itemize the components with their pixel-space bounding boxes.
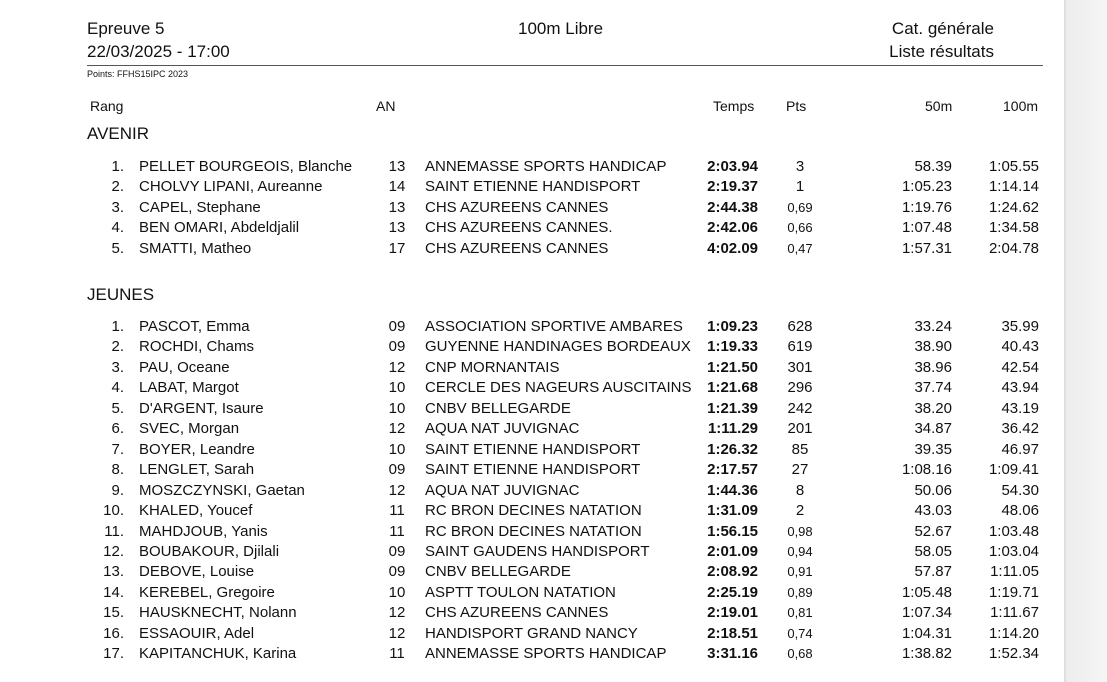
swimmer-name: LABAT, Margot <box>139 379 239 397</box>
swimmer-name: BEN OMARI, Abdeldjalil <box>139 219 300 237</box>
final-time: 1:44.36 <box>707 481 758 499</box>
result-row <box>0 461 1064 481</box>
rank: 7. <box>111 440 124 458</box>
split-50m: 1:08.16 <box>901 461 952 479</box>
split-100m: 43.94 <box>1001 379 1039 397</box>
result-row <box>0 158 1064 178</box>
column-header-time: Temps <box>713 98 755 114</box>
split-50m: 38.20 <box>914 399 952 417</box>
split-100m: 1:03.04 <box>988 542 1039 560</box>
result-row <box>0 338 1064 358</box>
result-row <box>0 625 1064 645</box>
result-row <box>0 400 1064 420</box>
points: 0,66 <box>787 220 813 236</box>
page-edge <box>1064 0 1107 682</box>
club-name: CNBV BELLEGARDE <box>425 563 571 581</box>
birth-year: 10 <box>388 399 406 417</box>
birth-year: 12 <box>388 481 406 499</box>
final-time: 1:21.39 <box>707 399 758 417</box>
swimmer-name: HAUSKNECHT, Nolann <box>139 604 297 622</box>
event-datetime: 22/03/2025 - 17:00 <box>87 42 230 61</box>
points-note: Points: FFHS15IPC 2023 <box>87 69 189 79</box>
split-50m: 58.39 <box>914 158 952 175</box>
split-100m: 54.30 <box>1001 481 1039 499</box>
result-row <box>0 502 1064 522</box>
final-time: 1:56.15 <box>707 522 758 540</box>
split-50m: 37.74 <box>914 379 952 397</box>
points: 0,94 <box>787 543 813 559</box>
rank: 14. <box>103 583 124 601</box>
points: 0,69 <box>787 199 813 215</box>
result-row <box>0 482 1064 502</box>
rank: 6. <box>111 420 124 438</box>
split-50m: 38.90 <box>914 338 952 356</box>
split-100m: 1:52.34 <box>988 645 1039 663</box>
birth-year: 13 <box>388 198 406 216</box>
swimmer-name: CAPEL, Stephane <box>139 198 261 216</box>
final-time: 2:18.51 <box>707 624 758 642</box>
final-time: 2:08.92 <box>707 563 758 581</box>
swimmer-name: ESSAOUIR, Adel <box>139 624 255 642</box>
final-time: 2:19.37 <box>707 178 758 196</box>
birth-year: 09 <box>388 542 406 560</box>
points: 0,89 <box>787 584 813 600</box>
split-100m: 1:14.20 <box>988 624 1039 642</box>
points: 3 <box>795 158 805 175</box>
swimmer-name: BOUBAKOUR, Djilali <box>139 542 280 560</box>
result-row <box>0 219 1064 239</box>
result-row <box>0 645 1064 665</box>
race-title: 100m Libre <box>518 19 604 38</box>
final-time: 1:31.09 <box>707 502 758 520</box>
column-header-rank: Rang <box>90 98 124 114</box>
split-100m: 1:19.71 <box>988 583 1039 601</box>
swimmer-name: SMATTI, Matheo <box>139 239 252 257</box>
result-row <box>0 523 1064 543</box>
birth-year: 12 <box>388 358 406 376</box>
result-row <box>0 420 1064 440</box>
final-time: 3:31.16 <box>707 645 758 663</box>
split-50m: 52.67 <box>914 522 952 540</box>
points: 2 <box>795 502 805 520</box>
split-100m: 43.19 <box>1001 399 1039 417</box>
split-50m: 1:04.31 <box>901 624 952 642</box>
rank: 1. <box>111 318 124 335</box>
split-100m: 40.43 <box>1001 338 1039 356</box>
split-50m: 39.35 <box>914 440 952 458</box>
split-100m: 1:05.55 <box>988 158 1039 175</box>
section-title-jeunes: JEUNES <box>87 285 155 304</box>
swimmer-name: ROCHDI, Chams <box>139 338 255 356</box>
split-100m: 1:09.41 <box>988 461 1039 479</box>
birth-year: 11 <box>389 502 405 520</box>
club-name: CERCLE DES NAGEURS AUSCITAINS <box>425 379 692 397</box>
final-time: 1:21.50 <box>707 358 758 376</box>
final-time: 1:09.23 <box>707 318 758 335</box>
swimmer-name: CHOLVY LIPANI, Aureanne <box>139 178 323 196</box>
birth-year: 09 <box>388 318 406 335</box>
split-100m: 42.54 <box>1001 358 1039 376</box>
result-row <box>0 240 1064 260</box>
club-name: GUYENNE HANDINAGES BORDEAUX <box>425 338 691 356</box>
split-100m: 35.99 <box>1001 318 1039 335</box>
split-100m: 1:11.67 <box>990 604 1039 622</box>
rank: 5. <box>111 399 124 417</box>
final-time: 1:26.32 <box>707 440 758 458</box>
column-header-100m: 100m <box>1003 98 1039 114</box>
points: 27 <box>791 461 809 479</box>
swimmer-name: MOSZCZYNSKI, Gaetan <box>139 481 305 499</box>
split-50m: 1:07.34 <box>901 604 952 622</box>
rank: 13. <box>103 563 124 581</box>
split-50m: 43.03 <box>914 502 952 520</box>
result-row <box>0 563 1064 583</box>
final-time: 2:17.57 <box>707 461 758 479</box>
points: 242 <box>787 399 813 417</box>
rank: 11. <box>104 522 124 540</box>
section-title-avenir: AVENIR <box>87 124 150 143</box>
rank: 16. <box>103 624 124 642</box>
split-50m: 1:05.23 <box>901 178 952 196</box>
final-time: 2:19.01 <box>707 604 758 622</box>
event-number: Epreuve 5 <box>87 19 165 38</box>
rank: 17. <box>103 645 124 663</box>
club-name: SAINT ETIENNE HANDISPORT <box>425 461 641 479</box>
swimmer-name: PAU, Oceane <box>139 358 230 376</box>
list-type-label: Liste résultats <box>889 42 994 61</box>
swimmer-name: KEREBEL, Gregoire <box>139 583 275 601</box>
points: 0,68 <box>787 646 813 662</box>
birth-year: 12 <box>388 624 406 642</box>
club-name: RC BRON DECINES NATATION <box>425 502 642 520</box>
final-time: 2:44.38 <box>707 198 758 216</box>
rank: 8. <box>111 461 124 479</box>
points: 0,47 <box>787 240 813 256</box>
birth-year: 17 <box>388 239 406 257</box>
birth-year: 11 <box>389 645 405 663</box>
club-name: AQUA NAT JUVIGNAC <box>425 481 580 499</box>
club-name: AQUA NAT JUVIGNAC <box>425 420 580 438</box>
split-50m: 1:38.82 <box>901 645 952 663</box>
birth-year: 09 <box>388 563 406 581</box>
points: 0,98 <box>787 523 813 539</box>
column-header-an: AN <box>376 98 396 114</box>
swimmer-name: BOYER, Leandre <box>139 440 255 458</box>
split-50m: 57.87 <box>914 563 952 581</box>
points: 619 <box>787 338 813 356</box>
points: 0,81 <box>787 605 813 621</box>
rank: 3. <box>111 358 124 376</box>
club-name: SAINT ETIENNE HANDISPORT <box>425 178 641 196</box>
final-time: 2:25.19 <box>707 583 758 601</box>
result-row <box>0 584 1064 604</box>
split-50m: 1:19.76 <box>901 198 952 216</box>
header-divider <box>87 65 1043 66</box>
rank: 1. <box>111 158 124 175</box>
club-name: CNP MORNANTAIS <box>425 358 560 376</box>
rank: 4. <box>111 219 124 237</box>
rank: 4. <box>111 379 124 397</box>
result-row <box>0 199 1064 219</box>
birth-year: 12 <box>388 420 406 438</box>
split-50m: 33.24 <box>914 318 952 335</box>
rank: 12. <box>103 542 124 560</box>
rank: 5. <box>111 239 124 257</box>
birth-year: 14 <box>388 178 406 196</box>
club-name: CHS AZUREENS CANNES <box>425 604 609 622</box>
club-name: SAINT ETIENNE HANDISPORT <box>425 440 641 458</box>
result-row <box>0 441 1064 461</box>
swimmer-name: MAHDJOUB, Yanis <box>139 522 268 540</box>
rank: 2. <box>111 178 124 196</box>
split-50m: 50.06 <box>914 481 952 499</box>
split-100m: 48.06 <box>1001 502 1039 520</box>
rank: 3. <box>111 198 124 216</box>
final-time: 2:42.06 <box>707 219 758 237</box>
split-50m: 38.96 <box>914 358 952 376</box>
swimmer-name: SVEC, Morgan <box>139 420 240 438</box>
split-100m: 1:03.48 <box>988 522 1039 540</box>
final-time: 1:19.33 <box>707 338 758 356</box>
column-header-50m: 50m <box>925 98 953 114</box>
result-row <box>0 178 1064 198</box>
swimmer-name: DEBOVE, Louise <box>139 563 255 581</box>
column-header-pts: Pts <box>786 98 807 114</box>
points: 0,91 <box>787 564 813 580</box>
split-100m: 1:34.58 <box>988 219 1039 237</box>
split-100m: 46.97 <box>1001 440 1039 458</box>
rank: 9. <box>111 481 124 499</box>
split-50m: 1:05.48 <box>901 583 952 601</box>
birth-year: 09 <box>388 461 406 479</box>
final-time: 4:02.09 <box>707 239 758 257</box>
swimmer-name: KAPITANCHUK, Karina <box>139 645 297 663</box>
points: 8 <box>795 481 805 499</box>
points: 301 <box>787 358 813 376</box>
birth-year: 13 <box>388 219 406 237</box>
category-label: Cat. générale <box>891 19 994 38</box>
club-name: CHS AZUREENS CANNES. <box>425 219 613 237</box>
split-50m: 58.05 <box>914 542 952 560</box>
club-name: RC BRON DECINES NATATION <box>425 522 642 540</box>
swimmer-name: LENGLET, Sarah <box>139 461 255 479</box>
split-100m: 1:24.62 <box>988 198 1039 216</box>
result-row <box>0 379 1064 399</box>
points: 296 <box>787 379 813 397</box>
rank: 2. <box>111 338 124 356</box>
club-name: CNBV BELLEGARDE <box>425 399 571 417</box>
rank: 10. <box>103 502 124 520</box>
swimmer-name: PELLET BOURGEOIS, Blanche <box>139 158 353 175</box>
points: 0,74 <box>787 625 813 641</box>
club-name: HANDISPORT GRAND NANCY <box>425 624 638 642</box>
final-time: 2:01.09 <box>707 542 758 560</box>
final-time: 1:21.68 <box>707 379 758 397</box>
split-100m: 2:04.78 <box>988 239 1039 257</box>
swimmer-name: D'ARGENT, Isaure <box>139 399 264 417</box>
result-row <box>0 543 1064 563</box>
result-row <box>0 318 1064 338</box>
club-name: SAINT GAUDENS HANDISPORT <box>425 542 650 560</box>
club-name: ANNEMASSE SPORTS HANDICAP <box>425 158 667 175</box>
split-50m: 1:07.48 <box>901 219 952 237</box>
final-time: 2:03.94 <box>707 158 758 175</box>
club-name: ASSOCIATION SPORTIVE AMBARES <box>425 318 683 335</box>
swimmer-name: KHALED, Youcef <box>139 502 253 520</box>
split-50m: 1:57.31 <box>901 239 952 257</box>
rank: 15. <box>103 604 124 622</box>
split-100m: 36.42 <box>1001 420 1039 438</box>
birth-year: 10 <box>388 379 406 397</box>
birth-year: 11 <box>389 522 405 540</box>
points: 201 <box>787 420 813 438</box>
birth-year: 09 <box>388 338 406 356</box>
split-100m: 1:11.05 <box>990 563 1039 581</box>
points: 85 <box>791 440 809 458</box>
swimmer-name: PASCOT, Emma <box>139 318 250 335</box>
result-row <box>0 604 1064 624</box>
club-name: ASPTT TOULON NATATION <box>425 583 616 601</box>
birth-year: 10 <box>388 440 406 458</box>
points: 1 <box>795 178 805 196</box>
club-name: ANNEMASSE SPORTS HANDICAP <box>425 645 667 663</box>
club-name: CHS AZUREENS CANNES <box>425 198 609 216</box>
result-row <box>0 359 1064 379</box>
birth-year: 13 <box>388 158 406 175</box>
split-50m: 34.87 <box>914 420 952 438</box>
birth-year: 10 <box>388 583 406 601</box>
club-name: CHS AZUREENS CANNES <box>425 239 609 257</box>
split-100m: 1:14.14 <box>988 178 1039 196</box>
birth-year: 12 <box>388 604 406 622</box>
final-time: 1:11.29 <box>707 420 758 438</box>
points: 628 <box>787 318 813 335</box>
